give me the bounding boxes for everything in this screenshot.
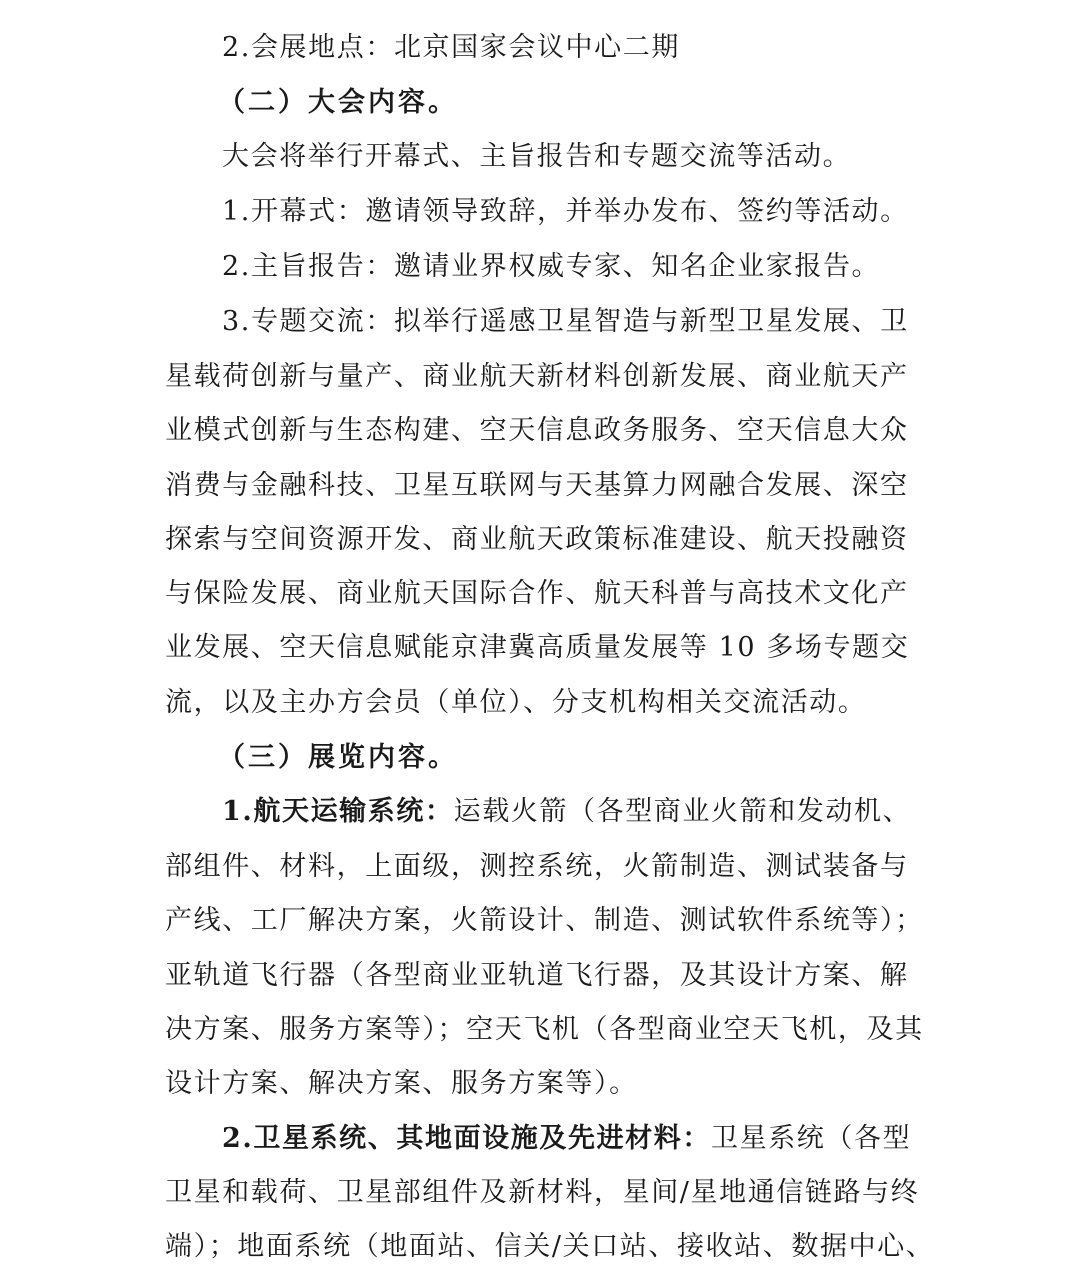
topic-exchange-line-2: 星载荷创新与量产、商业航天新材料创新发展、商业航天产 (165, 361, 909, 392)
aerospace-transport-line-4: 亚轨道飞行器（各型商业亚轨道飞行器，及其设计方案、解 (165, 960, 909, 991)
satellite-systems-line-1 (222, 1112, 927, 1166)
aerospace-transport-line-2: 部组件、材料，上面级，测控系统，火箭制造、测试装备与 (165, 851, 909, 882)
topic-exchange-line-3: 业模式创新与生态构建、空天信息政务服务、空天信息大众 (165, 415, 909, 446)
satellite-systems-line-2: 卫星和载荷、卫星部组件及新材料，星间/星地通信链路与终 (165, 1177, 920, 1208)
topic-exchange-line-7: 业发展、空天信息赋能京津冀高质量发展等 10 多场专题交 (165, 632, 910, 663)
topic-exchange-line-1: 3.专题交流：拟举行遥感卫星智造与新型卫星发展、卫 (222, 306, 909, 337)
aerospace-transport-line-5: 决方案、服务方案等）；空天飞机（各型商业空天飞机，及其 (165, 1014, 924, 1045)
topic-exchange-line-6: 与保险发展、商业航天国际合作、航天科普与高技术文化产 (165, 578, 909, 609)
topic-exchange-line-8: 流，以及主办方会员（单位）、分支机构相关交流活动。 (165, 687, 867, 718)
venue-line: 2.会展地点：北京国家会议中心二期 (222, 32, 680, 63)
section-heading-conference-content: （二）大会内容。 (218, 87, 458, 118)
aerospace-transport-label: 1.航天运输系统： (222, 796, 454, 827)
section-heading-exhibition-content: （三）展览内容。 (218, 742, 458, 773)
keynote-report-item: 2.主旨报告：邀请业界权威专家、知名企业家报告。 (222, 251, 881, 282)
opening-ceremony-item: 1.开幕式：邀请领导致辞，并举办发布、签约等活动。 (222, 196, 909, 227)
satellite-systems-text: 卫星系统（各型 (711, 1123, 912, 1154)
topic-exchange-line-4: 消费与金融科技、卫星互联网与天基算力网融合发展、深空 (165, 470, 909, 501)
satellite-systems-label: 2.卫星系统、其地面设施及先进材料： (222, 1123, 711, 1154)
satellite-systems-line-3: 端）；地面系统（地面站、信关/关口站、接收站、数据中心、 (165, 1231, 935, 1262)
aerospace-transport-line-3: 产线、工厂解决方案，火箭设计、制造、测试软件系统等）； (165, 905, 924, 936)
aerospace-transport-line-1 (222, 785, 927, 839)
topic-exchange-line-5: 探索与空间资源开发、商业航天政策标准建设、航天投融资 (165, 524, 909, 555)
aerospace-transport-line-6: 设计方案、解决方案、服务方案等）。 (165, 1068, 638, 1099)
conference-intro: 大会将举行开幕式、主旨报告和专题交流等活动。 (222, 141, 852, 172)
aerospace-transport-text: 运载火箭（各型商业火箭和发动机、 (453, 796, 912, 827)
